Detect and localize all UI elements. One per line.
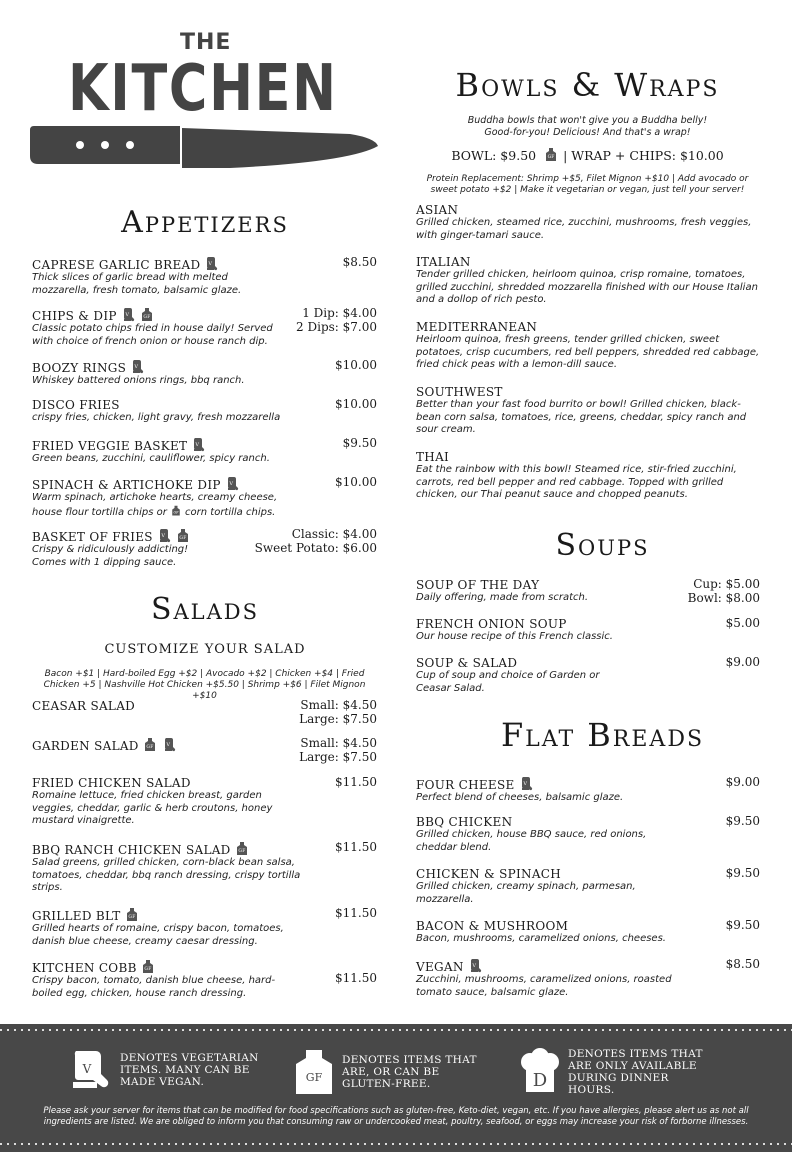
menu-item (416, 776, 760, 805)
item-description: Thick slices of garlic bread with melted mozzarella, fresh tomato, balsamic glaze. (32, 272, 242, 296)
item-description: Heirloom quinoa, fresh greens, tender grilled chicken, sweet potatoes, crisp cucumbers, red bell peppers, shredded red cabbage, fried chick peas with a lemon-dill sauce. (416, 334, 760, 370)
item-description: Bacon, mushrooms, caramelized onions, cheeses. (416, 933, 666, 944)
vegetarian-icon (518, 776, 534, 792)
menu-item (32, 398, 377, 425)
item-name: GARDEN SALAD (32, 739, 139, 753)
item-name: ITALIAN (416, 255, 471, 269)
item-description: Grilled chicken, steamed rice, zucchini, mushrooms, fresh veggies, with ginger-tamari sauce. (416, 217, 752, 241)
allergy-disclaimer: Please ask your server for items that can be modified for food specifications such as gluten-free, Keto-diet, vegan, etc. If you have allergies, please alert us as not all ingredients are listed. We are obliged to inform you that consuming raw or undercooked meat, poultry, seafood, or eggs may increase your risk of forborne illnesses. (43, 1106, 749, 1127)
item-description: Warm spinach, artichoke hearts, creamy cheese, (32, 492, 278, 503)
item-price: $9.50 (725, 814, 760, 828)
item-price: $11.50 (335, 840, 377, 854)
logo-kitchen-text: KITCHEN (68, 52, 338, 126)
item-name: KITCHEN COBB (32, 961, 137, 975)
item-price: $9.50 (725, 866, 760, 880)
vegetarian-icon (120, 307, 136, 323)
item-description: Whiskey battered onions rings, bbq ranch. (32, 375, 245, 386)
item-name: SOUP OF THE DAY (416, 578, 540, 592)
menu-item (416, 385, 761, 437)
menu-item (416, 815, 760, 854)
gluten-free-letter: GF (305, 1071, 323, 1084)
item-price: Bowl: $8.00 (687, 590, 760, 605)
bowls-tagline (415, 115, 760, 138)
item-name: SOUTHWEST (416, 385, 503, 399)
item-description: Salad greens, grilled chicken, corn-black bean salsa, tomatoes, cheddar, bbq ranch dressing, crispy tortilla strips. (32, 857, 301, 893)
legend-vegetarian (66, 1048, 270, 1092)
wrap-price: | WRAP + CHIPS: $10.00 (563, 148, 724, 163)
legend-dinner-text: DENOTES ITEMS THAT ARE ONLY AVAILABLE DURING DINNER HOURS. (568, 1048, 703, 1096)
item-description: Eat the rainbow with this bowl! Steamed rice, stir-fried zucchini, carrots, red bell pepper and red cabbage. Topped with grilled chicken, our Thai peanut sauce and chopped peanuts. (416, 464, 737, 500)
item-name: THAI (416, 450, 450, 464)
item-description: Tender grilled chicken, heirloom quinoa, crisp romaine, tomatoes, grilled zucchini, shredded mozzarella finished with our House Italian and a dollop of rich pesto. (416, 269, 758, 305)
item-price: Cup: $5.00 (693, 577, 760, 591)
gluten-free-icon (139, 307, 155, 323)
item-price: $10.00 (335, 475, 377, 489)
item-description: Zucchini, mushrooms, caramelized onions, roasted tomato sauce, balsamic glaze. (416, 974, 672, 998)
item-description: Classic potato chips fried in house daily! Served with choice of french onion or house ranch dip. (32, 323, 273, 347)
item-price: Small: $4.50 (300, 698, 377, 712)
item-description: Green beans, zucchini, cauliflower, spicy ranch. (32, 453, 270, 464)
gluten-free-icon (142, 737, 158, 753)
vegetarian-icon (161, 737, 177, 753)
item-name: BACON & MUSHROOM (416, 919, 569, 933)
item-name: DISCO FRIES (32, 398, 120, 412)
menu-item (32, 907, 377, 948)
vegetarian-icon (129, 359, 145, 375)
item-name: CHICKEN & SPINACH (416, 867, 562, 881)
gluten-free-icon (124, 907, 140, 923)
vegetarian-icon (224, 476, 240, 492)
item-description: Crispy & ridiculously addicting! Comes with 1 dipping sauce. (32, 544, 189, 568)
item-name: FRENCH ONION SOUP (416, 617, 567, 631)
item-price: Classic: $4.00 (291, 527, 377, 541)
item-description: corn tortilla chips. (185, 506, 276, 518)
item-name: CAPRESE GARLIC BREAD (32, 258, 201, 272)
oven-mitt-icon (66, 1048, 114, 1092)
item-description: crispy fries, chicken, light gravy, fresh mozzarella (32, 412, 281, 423)
item-description: Romaine lettuce, fried chicken breast, garden veggies, cheddar, garlic & herb croutons, honey mustard vinaigrette. (32, 790, 273, 826)
item-price: $8.50 (725, 957, 760, 971)
item-name: MEDITERRANEAN (416, 320, 538, 334)
item-description: Cup of soup and choice of Garden or Ceasar Salad. (416, 670, 600, 694)
salads-subtitle: CUSTOMIZE YOUR SALAD (104, 642, 306, 657)
item-name: FOUR CHEESE (416, 778, 515, 792)
menu-item (416, 450, 761, 502)
vegetarian-letter: V (82, 1062, 92, 1076)
item-description: Grilled chicken, creamy spinach, parmesan, mozzarella. (416, 881, 636, 905)
item-price: $11.50 (335, 906, 377, 920)
menu-item (416, 320, 761, 372)
item-price: $9.50 (342, 436, 377, 450)
flatbreads-title: Flat Breads (500, 716, 705, 754)
item-name: BBQ RANCH CHICKEN SALAD (32, 843, 231, 857)
item-price: Sweet Potato: $6.00 (254, 540, 377, 555)
item-price: $9.50 (725, 918, 760, 932)
menu-item (32, 959, 377, 1000)
item-description: Better than your fast food burrito or bowl! Grilled chicken, black-bean corn salsa, tomatoes, rice, greens, cheddar, spicy ranch and sour cream. (416, 399, 747, 435)
item-price: $11.50 (335, 971, 377, 985)
item-description: Grilled chicken, house BBQ sauce, red onions, cheddar blend. (416, 829, 647, 853)
item-name: BASKET OF FRIES (32, 530, 153, 544)
menu-item (416, 578, 760, 605)
item-price: Large: $7.50 (299, 711, 377, 726)
item-name: VEGAN (416, 960, 464, 974)
item-price: $10.00 (335, 397, 377, 411)
item-price: Small: $4.50 (300, 736, 377, 750)
menu-item (416, 656, 760, 695)
menu-item (32, 841, 377, 895)
menu-item (32, 736, 377, 764)
legend-vegetarian-text: DENOTES VEGETARIAN ITEMS. MANY CAN BE MADE VEGAN. (120, 1052, 259, 1088)
vegetarian-icon (190, 437, 206, 453)
apron-icon (292, 1048, 336, 1096)
menu-item (32, 476, 377, 519)
menu-item (416, 867, 760, 906)
bowls-tagline-1: Buddha bowls that won't give you a Buddha belly! (467, 115, 708, 126)
item-price: Large: $7.50 (299, 749, 377, 764)
bowls-tagline-2: Good-for-you! Delicious! And that's a wrap! (484, 126, 691, 138)
item-description: Crispy bacon, tomato, danish blue cheese, hard-boiled egg, chicken, house ranch dressing. (32, 975, 276, 999)
bowl-price: BOWL: $9.50 (451, 148, 537, 163)
vegetarian-icon (156, 528, 172, 544)
item-description: Our house recipe of this French classic. (416, 631, 613, 642)
dinner-letter: D (532, 1070, 548, 1091)
item-name: SOUP & SALAD (416, 656, 518, 670)
item-name: BBQ CHICKEN (416, 815, 513, 829)
item-name: GRILLED BLT (32, 909, 121, 923)
gluten-free-icon (140, 959, 156, 975)
footer-legend (0, 1024, 792, 1152)
menu-item (32, 307, 377, 348)
menu-item (416, 919, 760, 946)
item-name: SPINACH & ARTICHOKE DIP (32, 478, 221, 492)
salads-title: Salads (150, 592, 260, 627)
gluten-free-icon (170, 505, 182, 517)
salads-addons-note: Bacon +$1 | Hard-boiled Egg +$2 | Avocado +$2 | Chicken +$4 | Fried Chicken +5 | Nashville Hot Chicken +$5.50 | Shrimp +$6 | Filet Mignon +$10 (43, 669, 366, 701)
menu-item (416, 617, 760, 644)
item-name: FRIED VEGGIE BASKET (32, 439, 188, 453)
menu-item (32, 776, 377, 828)
item-price: $5.00 (725, 616, 760, 630)
menu-item (32, 528, 377, 569)
menu-item (416, 958, 760, 999)
menu-item (32, 256, 377, 297)
item-price: 2 Dips: $7.00 (296, 319, 377, 334)
bowls-pricing (415, 147, 760, 163)
item-description: Daily offering, made from scratch. (416, 592, 589, 603)
menu-item (32, 359, 377, 388)
item-price: $11.50 (335, 775, 377, 789)
gluten-free-icon (175, 528, 191, 544)
gluten-free-icon (234, 841, 250, 857)
vegetarian-icon (203, 256, 219, 272)
item-name: ASIAN (416, 203, 459, 217)
dotted-divider (0, 1142, 792, 1146)
item-description: Grilled hearts of romaine, crispy bacon, tomatoes, danish blue cheese, creamy caesar dressing. (32, 923, 284, 947)
item-name: FRIED CHICKEN SALAD (32, 776, 191, 790)
item-price: $9.00 (725, 655, 760, 669)
bowls-title: Bowls & Wraps (455, 66, 720, 104)
bowls-protein-note: Protein Replacement: Shrimp +$5, Filet Mignon +$10 | Add avocado or sweet potato +$2 | Make it vegetarian or vegan, just tell your server! (426, 174, 749, 195)
chef-hat-icon (518, 1048, 562, 1096)
appetizers-title: Appetizers (121, 205, 289, 240)
menu-item (32, 698, 377, 726)
item-price: $8.50 (342, 255, 377, 269)
item-name: CEASAR SALAD (32, 699, 136, 713)
legend-dinner (518, 1048, 718, 1096)
menu-item (416, 255, 761, 307)
dotted-divider (0, 1028, 792, 1032)
item-price: 1 Dip: $4.00 (302, 306, 377, 320)
menu-item (416, 203, 761, 242)
knife-icon (30, 126, 380, 176)
item-name: CHIPS & DIP (32, 309, 117, 323)
item-description: house flour tortilla chips or (32, 506, 167, 518)
vegetarian-icon (467, 958, 483, 974)
item-price: $9.00 (725, 775, 760, 789)
logo-the-text: THE (180, 30, 232, 55)
legend-gluten-free-text: DENOTES ITEMS THAT ARE, OR CAN BE GLUTEN-FREE. (342, 1054, 477, 1090)
item-description: Perfect blend of cheeses, balsamic glaze. (416, 792, 624, 803)
item-name: BOOZY RINGS (32, 361, 127, 375)
menu-item (32, 437, 377, 466)
logo (30, 30, 380, 180)
item-price: $10.00 (335, 358, 377, 372)
gluten-free-icon (543, 147, 559, 163)
legend-gluten-free (292, 1048, 492, 1096)
soups-title: Soups (555, 528, 650, 563)
